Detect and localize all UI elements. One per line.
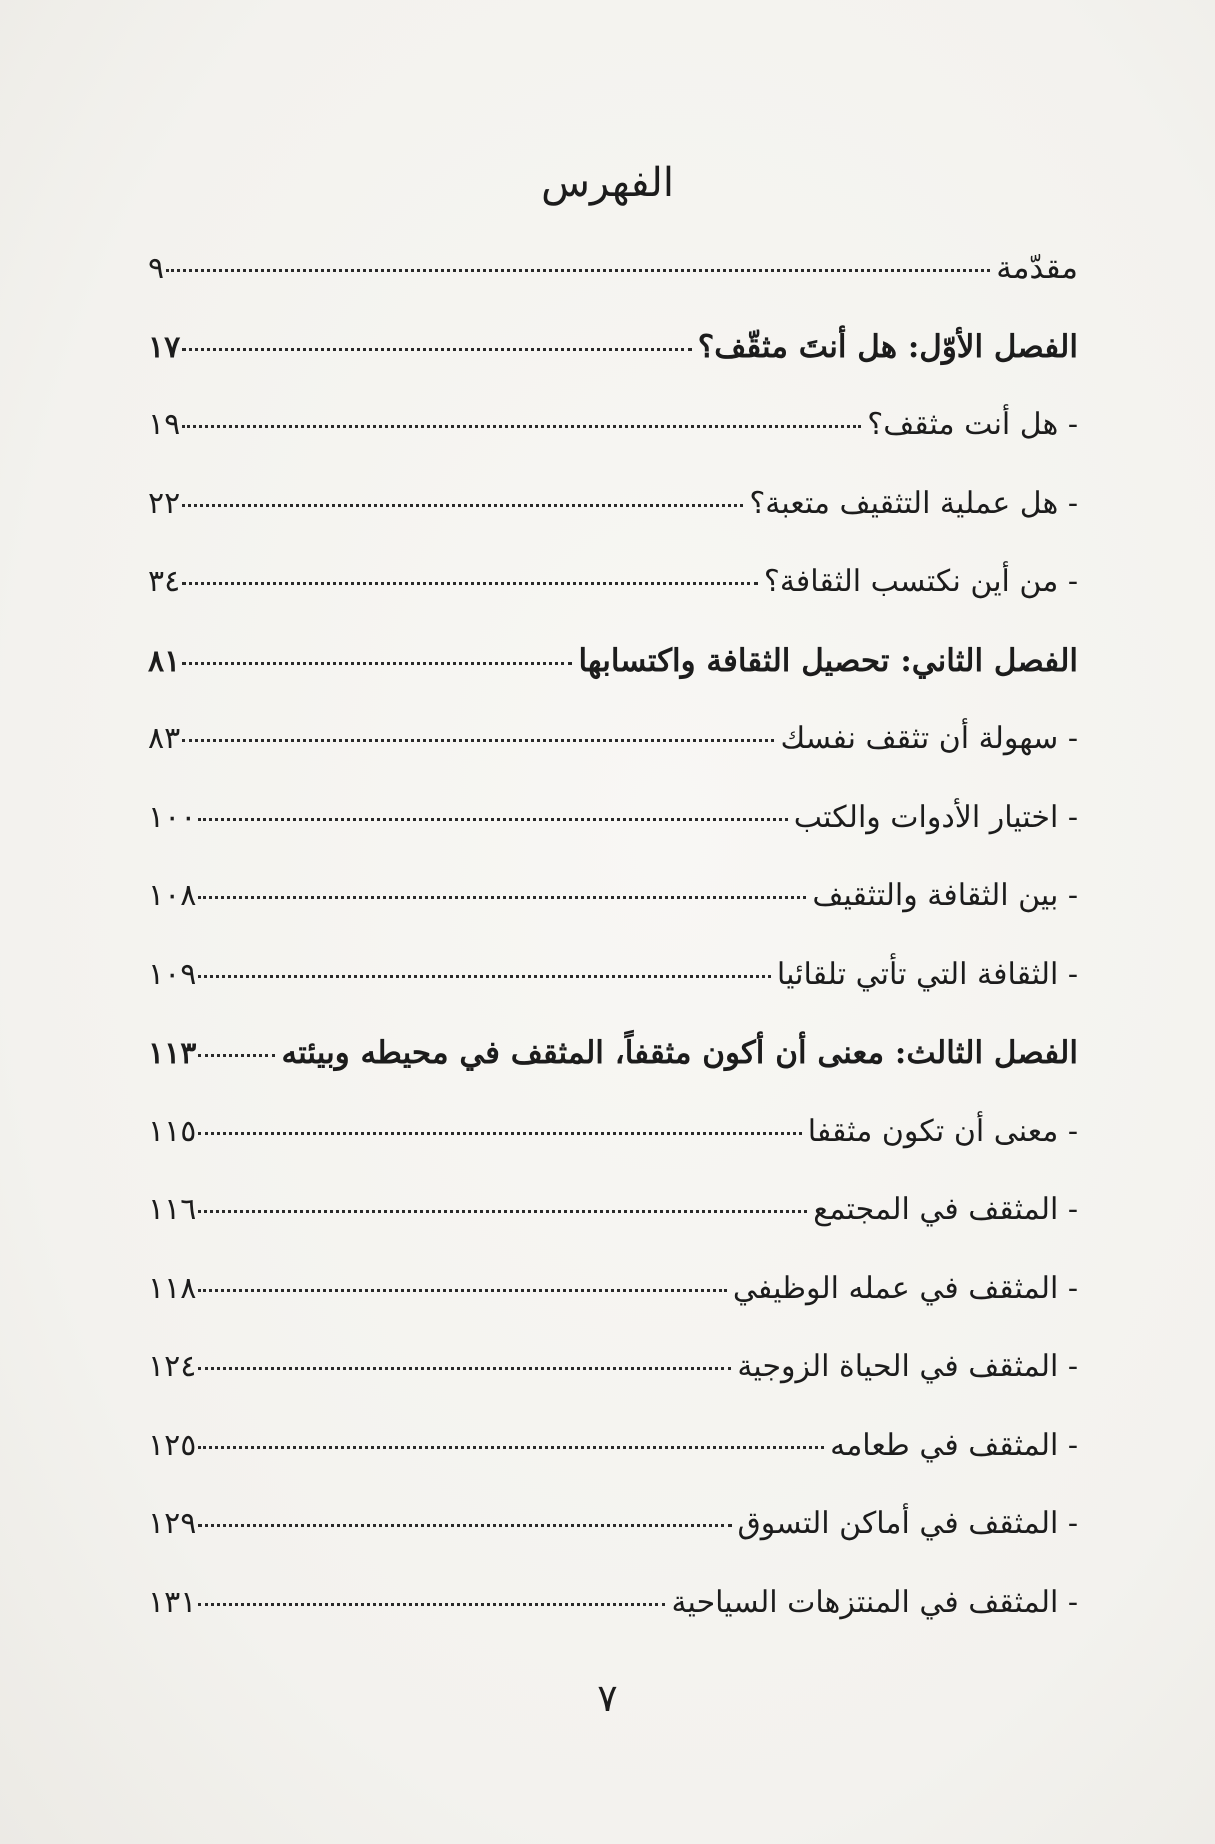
toc-entry-page: ١١٥ xyxy=(148,1113,197,1149)
dot-leader xyxy=(198,975,771,978)
toc-section-entry xyxy=(148,1349,1078,1428)
toc-entry-title: - بين الثقافة والتثقيف xyxy=(812,878,1078,913)
dot-leader xyxy=(198,818,787,821)
toc-entry-title: - هل أنت مثقف؟ xyxy=(867,407,1078,442)
toc-section-entry xyxy=(148,721,1078,800)
toc-entry-page: ٣٤ xyxy=(148,564,181,599)
dot-leader xyxy=(182,504,743,507)
toc-section-entry xyxy=(148,1585,1078,1664)
toc-entry-page: ١٩ xyxy=(148,407,181,442)
page-number: ٧ xyxy=(597,1676,618,1720)
toc-chapter-entry xyxy=(148,1035,1078,1114)
toc-entry-title: - المثقف في أماكن التسوق xyxy=(737,1506,1078,1541)
toc-section-entry xyxy=(148,1114,1078,1193)
toc-entry-title: - المثقف في المجتمع xyxy=(813,1192,1078,1227)
toc-entry-title: الفصل الثاني: تحصيل الثقافة واكتسابها xyxy=(578,642,1078,679)
dot-leader xyxy=(166,269,990,272)
toc-entry-title: - المثقف في المنتزهات السياحية xyxy=(671,1584,1078,1620)
toc-intro-entry xyxy=(148,250,1078,329)
dot-leader xyxy=(182,582,758,585)
toc-entry-page: ١٣١ xyxy=(148,1584,197,1620)
toc-entry-page: ١٠٩ xyxy=(148,956,197,992)
toc-section-entry xyxy=(148,1428,1078,1507)
toc-section-entry xyxy=(148,564,1078,643)
dot-leader xyxy=(198,1289,727,1292)
toc-entry-page: ١٢٥ xyxy=(148,1427,197,1463)
toc-entry-page: ٨٣ xyxy=(148,721,181,756)
toc-section-entry xyxy=(148,486,1078,565)
toc-entry-page: ١١٨ xyxy=(148,1270,197,1306)
dot-leader xyxy=(198,1054,275,1057)
dot-leader xyxy=(198,896,806,899)
toc-chapter-entry xyxy=(148,643,1078,722)
dot-leader xyxy=(198,1446,824,1449)
toc-entry-title: - المثقف في عمله الوظيفي xyxy=(732,1270,1078,1306)
dot-leader xyxy=(198,1210,807,1213)
toc-entry-page: ١٧ xyxy=(148,329,181,365)
dot-leader xyxy=(198,1603,665,1606)
toc-entry-title: - الثقافة التي تأتي تلقائيا xyxy=(776,956,1078,992)
dot-leader xyxy=(198,1524,731,1527)
table-of-contents xyxy=(148,250,1078,1663)
toc-section-entry xyxy=(148,957,1078,1036)
toc-entry-page: ١٢٩ xyxy=(148,1506,197,1541)
toc-entry-title: - معنى أن تكون مثقفا xyxy=(807,1113,1078,1149)
toc-section-entry xyxy=(148,878,1078,957)
toc-entry-page: ٢٢ xyxy=(148,485,181,521)
dot-leader xyxy=(182,662,572,665)
toc-section-entry xyxy=(148,1506,1078,1585)
toc-section-entry xyxy=(148,800,1078,879)
toc-entry-title: - اختيار الأدوات والكتب xyxy=(793,799,1078,835)
dot-leader xyxy=(198,1367,731,1370)
toc-entry-title: مقدّمة xyxy=(996,250,1078,286)
toc-entry-page: ٨١ xyxy=(148,643,181,679)
toc-entry-title: - من أين نكتسب الثقافة؟ xyxy=(763,564,1078,599)
toc-chapter-entry xyxy=(148,329,1078,408)
toc-entry-title: - المثقف في الحياة الزوجية xyxy=(737,1349,1078,1384)
toc-entry-page: ١١٣ xyxy=(148,1036,197,1071)
toc-section-entry xyxy=(148,407,1078,486)
dot-leader xyxy=(182,425,861,428)
dot-leader xyxy=(182,348,692,351)
dot-leader xyxy=(198,1132,801,1135)
toc-section-entry xyxy=(148,1192,1078,1271)
dot-leader xyxy=(182,739,774,742)
toc-entry-title: - سهولة أن تثقف نفسك xyxy=(780,721,1078,756)
toc-entry-page: ١٠٠ xyxy=(148,799,197,835)
toc-section-entry xyxy=(148,1271,1078,1350)
toc-entry-title: الفصل الأوّل: هل أنتَ مثقّف؟ xyxy=(697,328,1078,365)
toc-entry-page: ١٢٤ xyxy=(148,1349,197,1384)
toc-entry-title: - المثقف في طعامه xyxy=(830,1427,1078,1463)
toc-entry-page: ٩ xyxy=(148,251,165,286)
toc-entry-page: ١٠٨ xyxy=(148,878,197,913)
page-title: الفهرس xyxy=(541,160,674,206)
toc-entry-page: ١١٦ xyxy=(148,1192,197,1227)
toc-entry-title: الفصل الثالث: معنى أن أكون مثقفاً، المثقف في محيطه وبيئته xyxy=(281,1035,1078,1071)
toc-entry-title: - هل عملية التثقيف متعبة؟ xyxy=(749,485,1078,521)
